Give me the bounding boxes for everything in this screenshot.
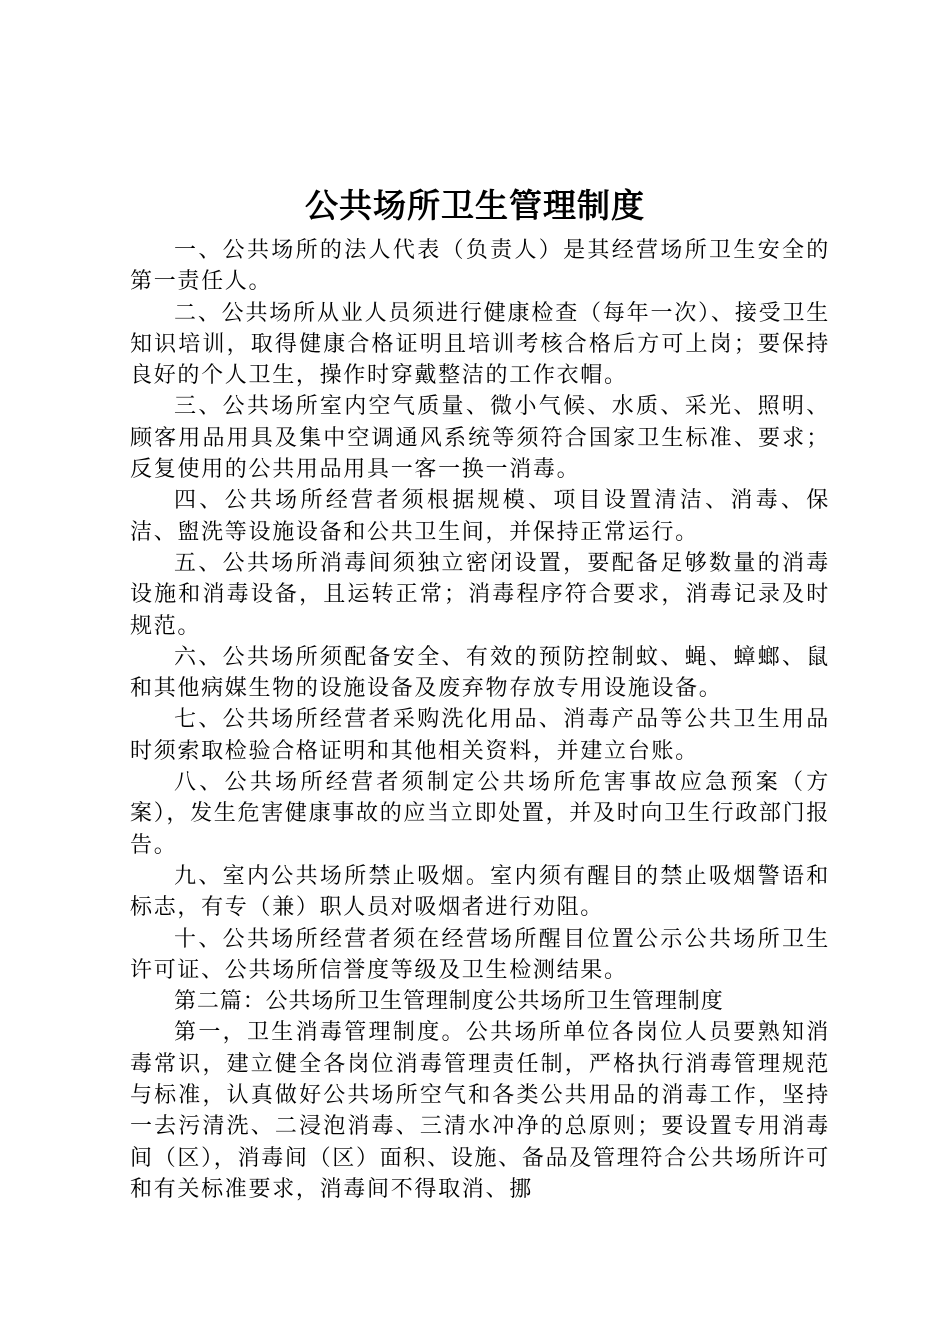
document-title: 公共场所卫生管理制度 [305,186,645,225]
document-body [130,235,830,1205]
paragraph-continuation: 第一，卫生消毒管理制度。公共场所单位各岗位人员要熟知消毒常识，建立健全各岗位消毒管理责任制，严格执行消毒管理规范与标准，认真做好公共场所空气和各类公共用品的消毒工作，坚持一去污清洗、二浸泡消毒、三清水冲净的总原则；要设置专用消毒间（区），消毒间（区）面积、设施、备品及管理符合公共场所许可和有关标准要求，消毒间不得取消、挪 [130,1020,831,1202]
paragraph-2: 二、公共场所从业人员须进行健康检查（每年一次）、接受卫生知识培训，取得健康合格证明且培训考核合格后方可上岗；要保持良好的个人卫生，操作时穿戴整洁的工作衣帽。 [130,300,830,389]
paragraph-4: 四、公共场所经营者须根据规模、项目设置清洁、消毒、保洁、盥洗等设施设备和公共卫生间，并保持正常运行。 [130,488,830,545]
paragraph-7: 七、公共场所经营者采购洗化用品、消毒产品等公共卫生用品时须索取检验合格证明和其他相关资料，并建立台账。 [130,707,830,764]
paragraph-1: 一、公共场所的法人代表（负责人）是其经营场所卫生安全的第一责任人。 [130,238,830,295]
section-subheading: 第二篇：公共场所卫生管理制度公共场所卫生管理制度 [174,989,724,1015]
paragraph-5: 五、公共场所消毒间须独立密闭设置，要配备足够数量的消毒设施和消毒设备，且运转正常；消毒程序符合要求，消毒记录及时规范。 [130,550,830,639]
paragraph-6: 六、公共场所须配备安全、有效的预防控制蚊、蝇、蟑螂、鼠和其他病媒生物的设施设备及废弃物存放专用设施设备。 [130,644,830,702]
paragraph-9: 九、室内公共场所禁止吸烟。室内须有醒目的禁止吸烟警语和标志，有专（兼）职人员对吸烟者进行劝阻。 [130,863,830,921]
paragraph-3: 三、公共场所室内空气质量、微小气候、水质、采光、照明、顾客用品用具及集中空调通风系统等须符合国家卫生标准、要求；反复使用的公共用品用具一客一换一消毒。 [130,394,830,483]
paragraph-10: 十、公共场所经营者须在经营场所醒目位置公示公共场所卫生许可证、公共场所信誉度等级及卫生检测结果。 [130,926,830,983]
paragraph-8: 八、公共场所经营者须制定公共场所危害事故应急预案（方案），发生危害健康事故的应当立即处置，并及时向卫生行政部门报告。 [130,770,831,858]
